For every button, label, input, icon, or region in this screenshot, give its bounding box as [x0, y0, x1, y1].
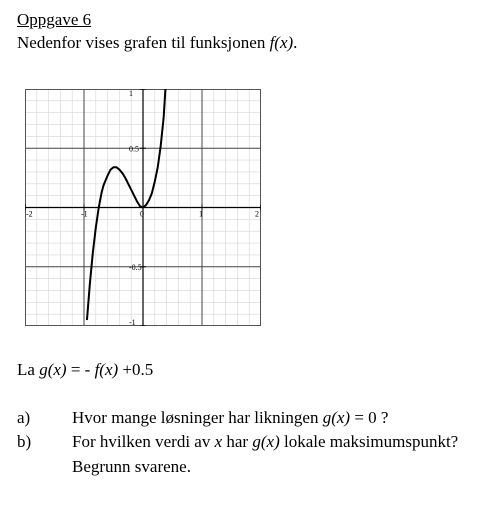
question-b-end: lokale maksimumspunkt? [279, 432, 459, 451]
definition-line [17, 360, 153, 380]
question-a-expr: g(x) [322, 408, 351, 427]
question-b-expr: g(x) [252, 432, 280, 451]
x-tick-label: -1 [81, 209, 88, 219]
function-graph [25, 89, 261, 326]
x-tick-label: -2 [26, 209, 33, 219]
y-tick-label: -0.5 [129, 262, 142, 272]
question-a-part: Hvor mange løsninger har likningen [72, 408, 323, 427]
definition-prefix: La [17, 360, 40, 379]
x-tick-label: 1 [199, 209, 203, 219]
question-b-var: x [214, 432, 223, 451]
intro-text: Nedenfor vises grafen til funksjonen [17, 33, 270, 52]
intro-end: . [293, 33, 298, 52]
question-a-label: a) [17, 408, 31, 427]
y-tick-label: 1 [129, 89, 133, 98]
y-tick-label: 0.5 [129, 144, 139, 154]
y-tick-label: -1 [129, 318, 136, 326]
justify-text: Begrunn svarene. [72, 457, 191, 476]
question-b-part: For hvilken verdi av [72, 432, 215, 451]
definition-suffix: +0.5 [118, 360, 154, 379]
task-title: Oppgave 6 [17, 10, 92, 29]
function-curve [87, 89, 165, 320]
question-b-text [72, 432, 458, 452]
question-a-end: = 0 ? [350, 408, 389, 427]
x-tick-label: 0 [140, 209, 144, 219]
intro-function: f(x) [269, 33, 294, 52]
definition-f: f(x) [94, 360, 119, 379]
task-intro [17, 33, 297, 53]
definition-middle: = - [66, 360, 95, 379]
question-b-mid: har [222, 432, 253, 451]
definition-g: g(x) [39, 360, 67, 379]
question-a-text [72, 408, 388, 428]
x-tick-label: 2 [255, 209, 259, 219]
question-b-label: b) [17, 432, 32, 451]
